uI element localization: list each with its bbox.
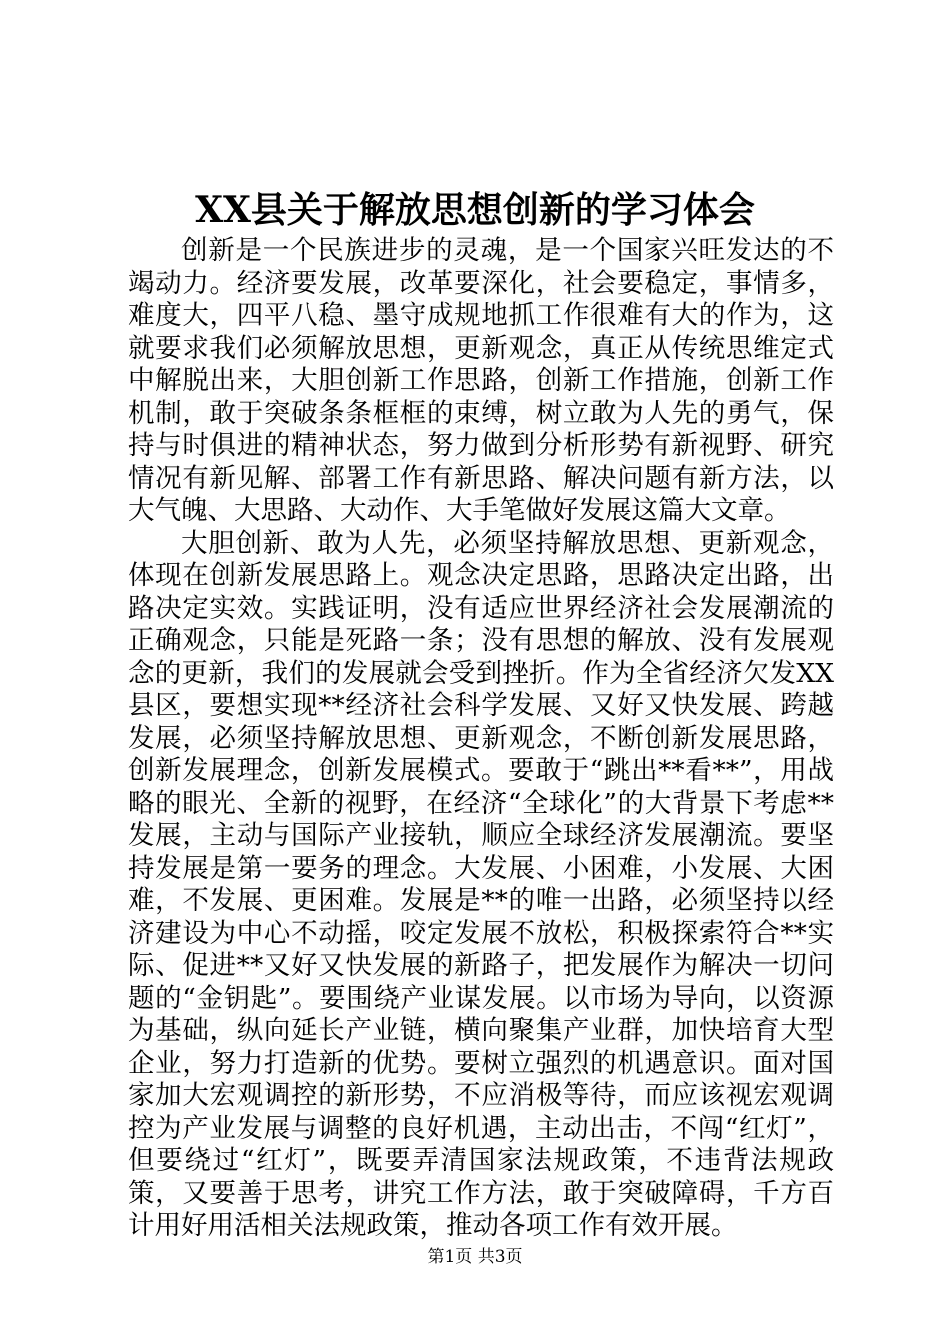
body-paragraph-1: 创新是一个民族进步的灵魂，是一个国家兴旺发达的不竭动力。经济要发展，改革要深化，社会要稳定，事情多，难度大，四平八稳、墨守成规地抓工作很难有大的作为，这就要求我们必须解放思想，更新观念，真正从传统思维定式中解脱出来，大胆创新工作思路，创新工作措施，创新工作机制，敢于突破条条框框的束缚，树立敢为人先的勇气，保持与时俱进的精神状态，努力做到分析形势有新视野、研究情况有新见解、部署工作有新思路、解决问题有新方法，以大气魄、大思路、大动作、大手笔做好发展这篇大文章。 [128, 235, 834, 526]
document-title: XX县关于解放思想创新的学习体会 [195, 189, 755, 231]
page-number-footer: 第1页 共3页 [427, 1247, 523, 1267]
document-body [128, 235, 834, 1243]
body-paragraph-2: 大胆创新、敢为人先，必须坚持解放思想、更新观念，体现在创新发展思路上。观念决定思路，思路决定出路，出路决定实效。实践证明，没有适应世界经济社会发展潮流的正确观念，只能是死路一条；没有思想的解放、没有发展观念的更新，我们的发展就会受到挫折。作为全省经济欠发XX县区，要想实现**经济社会科学发展、又好又快发展、跨越发展，必须坚持解放思想、更新观念，不断创新发展思路，创新发展理念，创新发展模式。要敢于“跳出**看**”，用战略的眼光、全新的视野，在经济“全球化”的大背景下考虑**发展，主动与国际产业接轨，顺应全球经济发展潮流。要坚持发展是第一要务的理念。大发展、小困难，小发展、大困难，不发展、更困难。发展是**的唯一出路，必须坚持以经济建设为中心不动摇，咬定发展不放松，积极探索符合**实际、促进**又好又快发展的新路子，把发展作为解决一切问题的“金钥匙”。要围绕产业谋发展。以市场为导向，以资源为基础，纵向延长产业链，横向聚集产业群，加快培育大型企业，努力打造新的优势。要树立强烈的机遇意识。面对国家加大宏观调控的新形势，不应消极等待，而应该视宏观调控为产业发展与调整的良好机遇，主动出击，不闯“红灯”，但要绕过“红灯”，既要弄清国家法规政策，不违背法规政策，又要善于思考，讲究工作方法，敢于突破障碍，千方百计用好用活相关法规政策，推动各项工作有效开展。 [128, 527, 834, 1241]
